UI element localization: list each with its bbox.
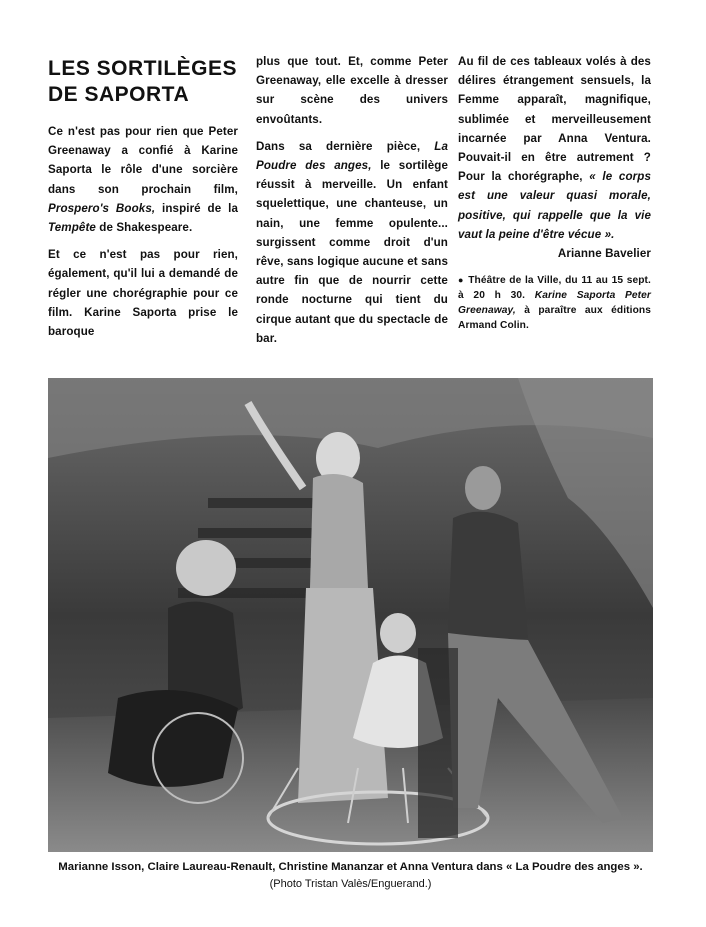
bullet-icon: ● xyxy=(458,275,465,286)
headline-line-2: DE SAPORTA xyxy=(48,83,190,106)
play-title: Tempête xyxy=(48,221,96,235)
quote: « le corps est une valeur quasi morale, positive, qui rappelle que la vie vaut la peine d'être vécue ». xyxy=(458,170,651,241)
stage-photo-illustration xyxy=(48,378,653,852)
text-run: Dans sa dernière pièce, xyxy=(256,139,435,153)
paragraph: Et ce n'est pas pour rien, également, qu'il lui a demandé de régler une chorégraphie pour ce film. Karine Saporta prise le baroque xyxy=(48,248,238,339)
photo-caption xyxy=(48,859,653,893)
paragraph xyxy=(48,122,238,237)
headline-line-1: LES SORTILÈGES xyxy=(48,57,238,80)
text-run: Au fil de ces tableaux volés à des délires étrangement sensuels, la Femme apparaît, magnifique, sublimée et merveilleusement incarnée par Anna Ventura. Pouvait-il en être autrement ? Pour la chorégraphe, xyxy=(458,55,651,184)
text-run: le sortilège réussit à merveille. Un enfant squelettique, une chanteuse, un nain, une femme opulente... surgissent comme droit d'un rêve, sans logique aucune et sans autre fin que de nourrir cette ronde nocturne qui tient du cirque autant que du spectacle de bar. xyxy=(256,159,448,345)
book-title: Karine Saporta Peter Greenaway, xyxy=(458,290,651,317)
text-run: Théâtre de la Ville, du 11 au 15 sept. à 20 h 30. xyxy=(458,275,651,302)
photo-credit: (Photo Tristan Valès/Enguerand.) xyxy=(269,878,432,890)
paragraph xyxy=(458,52,651,244)
info-note xyxy=(458,273,651,333)
author-signature: Arianne Bavelier xyxy=(557,247,651,261)
film-title: Prospero's Books, xyxy=(48,201,156,215)
show-title: La Poudre des anges, xyxy=(256,139,448,173)
stage-photo xyxy=(48,378,653,852)
column-2 xyxy=(256,52,448,356)
text-run: de Shakespeare. xyxy=(95,221,193,235)
column-3 xyxy=(458,52,651,333)
text-run: à paraître aux éditions Armand Colin. xyxy=(458,305,651,332)
paragraph xyxy=(256,137,448,348)
caption-text: Marianne Isson, Claire Laureau-Renault, Christine Mananzar et Anna Ventura dans « La Poudre des anges ». xyxy=(58,861,643,873)
headline xyxy=(48,56,238,108)
paragraph: plus que tout. Et, comme Peter Greenaway, elle excelle à dresser sur scène des univers envoûtants. xyxy=(256,55,448,126)
text-run: Ce n'est pas pour rien que Peter Greenaway a confié à Karine Saporta le rôle d'une sorcière dans son prochain film, xyxy=(48,125,238,196)
column-1 xyxy=(48,52,238,349)
text-run: inspiré de la xyxy=(155,201,238,215)
